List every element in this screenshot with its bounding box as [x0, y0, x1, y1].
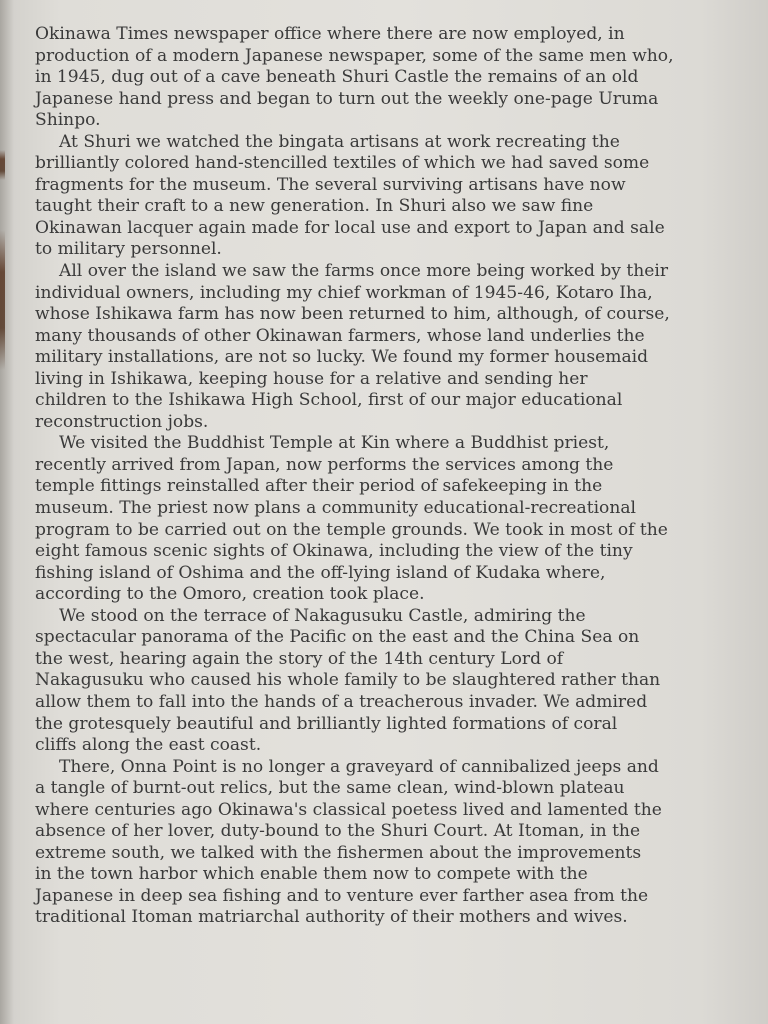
- text-line: We visited the Buddhist Temple at Kin where a Buddhist priest,: [59, 433, 610, 454]
- text-line: taught their craft to a new generation. In Shuri also we saw fine: [35, 196, 594, 217]
- text-line: program to be carried out on the temple grounds. We took in most of the: [35, 519, 668, 540]
- text-line: children to the Ishikawa High School, first of our major educational: [35, 390, 623, 411]
- text-line: Japanese hand press and began to turn out the weekly one-page Uruma: [35, 88, 659, 109]
- text-line: There, Onna Point is no longer a graveyard of cannibalized jeeps and: [59, 756, 659, 777]
- text-line: fishing island of Oshima and the off-lying island of Kudaka where,: [35, 562, 606, 583]
- text-line: absence of her lover, duty-bound to the Shuri Court. At Itoman, in the: [35, 821, 641, 842]
- text-line: in 1945, dug out of a cave beneath Shuri Castle the remains of an old: [35, 67, 639, 88]
- body-text: [35, 24, 747, 929]
- text-line: to military personnel.: [35, 239, 222, 260]
- text-line: fragments for the museum. The several surviving artisans have now: [35, 174, 626, 195]
- text-line: the west, hearing again the story of the 14th century Lord of: [35, 648, 564, 669]
- text-line: Okinawan lacquer again made for local use and export to Japan and sale: [35, 217, 665, 238]
- text-line: the grotesquely beautiful and brilliantly lighted formations of coral: [35, 713, 618, 734]
- text-line: reconstruction jobs.: [35, 411, 209, 432]
- text-line: production of a modern Japanese newspaper, some of the same men who,: [35, 45, 674, 66]
- text-line: Okinawa Times newspaper office where there are now employed, in: [35, 24, 625, 44]
- text-line: recently arrived from Japan, now performs the services among the: [35, 454, 614, 475]
- text-line: At Shuri we watched the bingata artisans at work recreating the: [59, 131, 620, 152]
- text-line: a tangle of burnt-out relics, but the same clean, wind-blown plateau: [35, 778, 625, 799]
- text-line: living in Ishikawa, keeping house for a relative and sending her: [35, 368, 588, 389]
- text-line: whose Ishikawa farm has now been returned to him, although, of course,: [35, 304, 670, 325]
- text-line: We stood on the terrace of Nakagusuku Castle, admiring the: [59, 605, 586, 626]
- page-edge-stain: [0, 150, 5, 180]
- text-line: brilliantly colored hand-stencilled textiles of which we had saved some: [35, 153, 650, 174]
- text-line: cliffs along the east coast.: [35, 735, 262, 756]
- text-line: Shinpo.: [35, 110, 101, 131]
- text-line: allow them to fall into the hands of a treacherous invader. We admired: [35, 691, 648, 712]
- text-line: extreme south, we talked with the fishermen about the improvements: [35, 842, 642, 863]
- text-line: in the town harbor which enable them now to compete with the: [35, 864, 588, 885]
- text-line: eight famous scenic sights of Okinawa, including the view of the tiny: [35, 541, 633, 562]
- text-line: spectacular panorama of the Pacific on the east and the China Sea on: [35, 627, 640, 648]
- text-line: All over the island we saw the farms once more being worked by their: [59, 261, 668, 282]
- text-line: according to the Omoro, creation took place.: [35, 584, 425, 605]
- text-line: individual owners, including my chief workman of 1945-46, Kotaro Iha,: [35, 282, 653, 303]
- text-line: military installations, are not so lucky. We found my former housemaid: [35, 347, 649, 368]
- page-edge-stain: [0, 230, 5, 370]
- text-line: Nakagusuku who caused his whole family to be slaughtered rather than: [35, 670, 661, 691]
- text-line: where centuries ago Okinawa's classical poetess lived and lamented the: [35, 799, 662, 820]
- text-line: museum. The priest now plans a community educational-recreational: [35, 498, 636, 519]
- text-line: traditional Itoman matriarchal authority of their mothers and wives.: [35, 907, 628, 928]
- text-line: temple fittings reinstalled after their period of safekeeping in the: [35, 476, 603, 497]
- text-line: Japanese in deep sea fishing and to venture ever farther asea from the: [35, 885, 649, 906]
- text-line: many thousands of other Okinawan farmers, whose land underlies the: [35, 325, 645, 346]
